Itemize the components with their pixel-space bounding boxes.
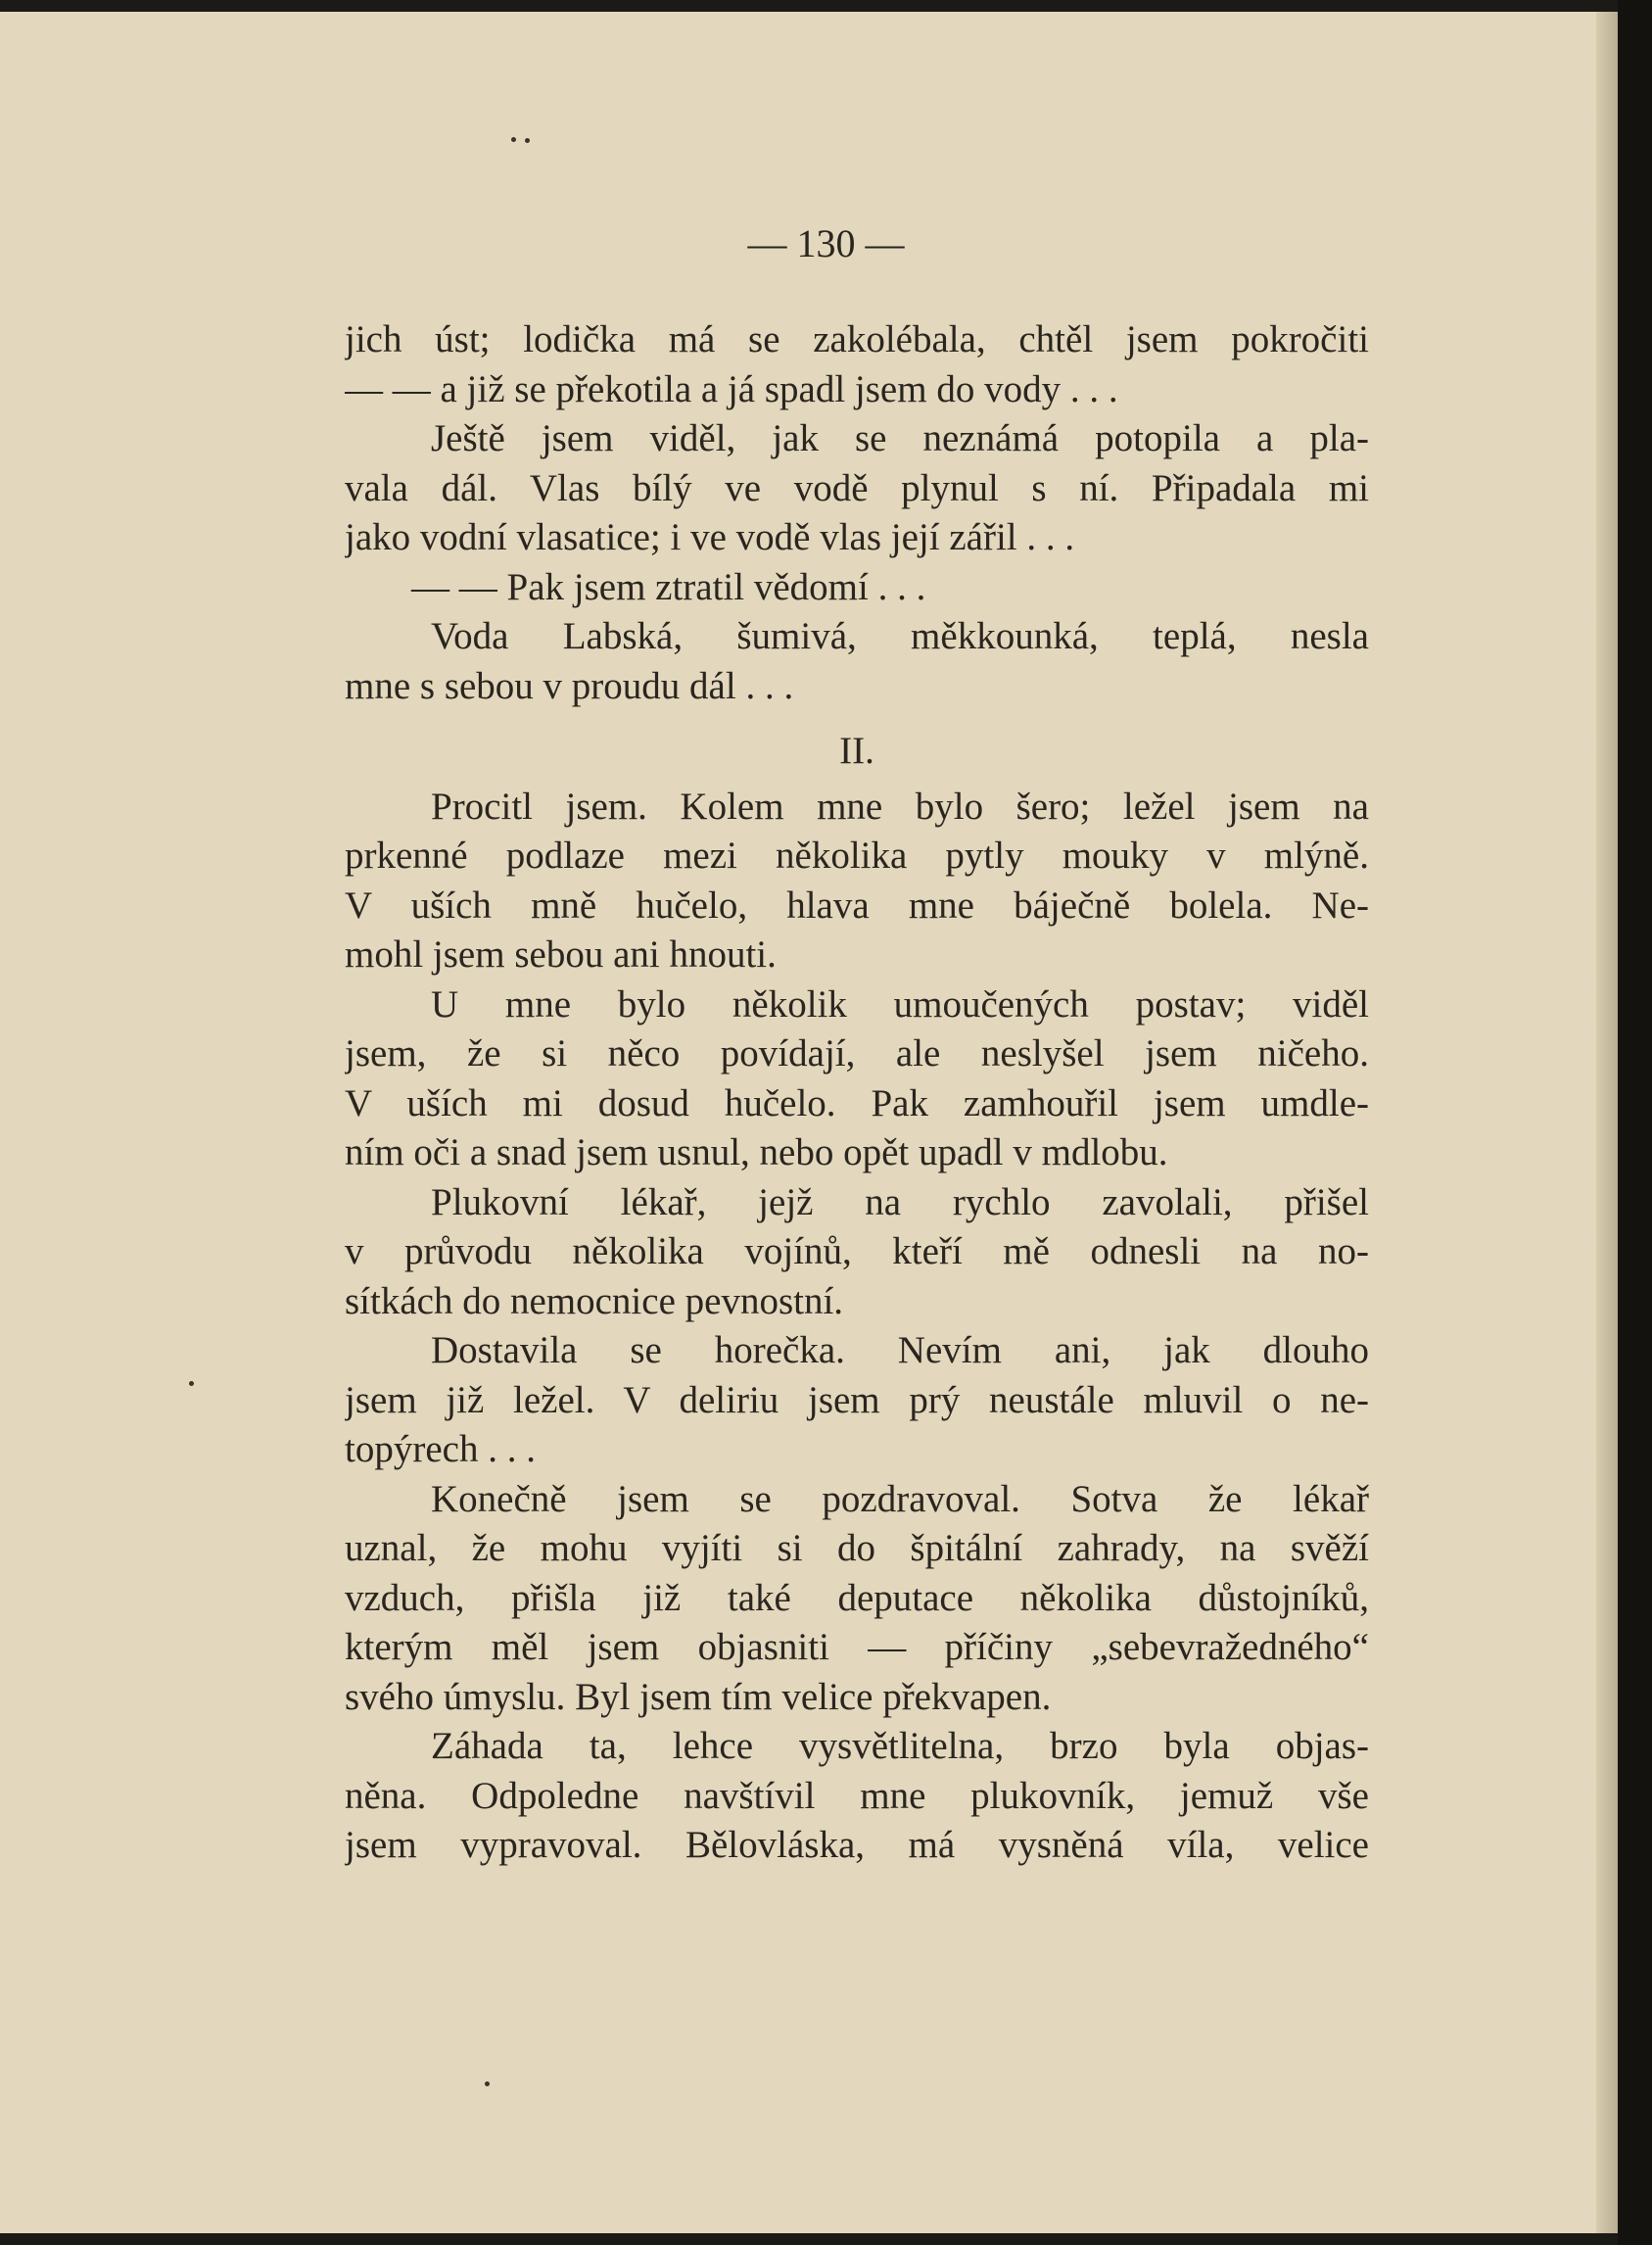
text-line: Konečně jsem se pozdravoval. Sotva že lékař bbox=[431, 1477, 1369, 1520]
ink-speck bbox=[485, 2081, 490, 2086]
text-line: něna. Odpoledne navštívil mne plukovník, jemuž vše bbox=[345, 1774, 1369, 1817]
text-line: sítkách do nemocnice pevnostní. bbox=[345, 1279, 844, 1322]
text-part-one bbox=[345, 315, 1369, 711]
ink-speck bbox=[189, 1381, 194, 1386]
text-line: jsem již ležel. V deliriu jsem prý neustále mluvil o ne- bbox=[345, 1378, 1369, 1421]
text-line: mne s sebou v proudu dál . . . bbox=[345, 664, 794, 707]
page-number: — 130 — bbox=[747, 221, 905, 265]
text-line: topýrech . . . bbox=[345, 1428, 536, 1470]
text-line: svého úmyslu. Byl jsem tím velice překvapen. bbox=[345, 1675, 1052, 1718]
text-line: prkenné podlaze mezi několika pytly mouky v mlýně. bbox=[345, 835, 1369, 877]
text-line: Plukovní lékař, jejž na rychlo zavolali, přišel bbox=[431, 1180, 1369, 1223]
text-line: vzduch, přišla již také deputace několika důstojníků, bbox=[345, 1576, 1369, 1619]
text-line: uznal, že mohu vyjíti si do špitální zahrady, na svěží bbox=[345, 1527, 1369, 1569]
text-line: v průvodu několika vojínů, kteří mě odnesli na no- bbox=[345, 1230, 1369, 1272]
ink-speck bbox=[511, 137, 516, 142]
text-line: V uších mi dosud hučelo. Pak zamhouřil jsem umdle- bbox=[345, 1081, 1369, 1124]
book-spine bbox=[1618, 0, 1652, 2245]
text-line: V uších mně hučelo, hlava mne báječně bolela. Ne- bbox=[345, 884, 1369, 927]
section-heading: II. bbox=[839, 730, 874, 772]
text-line: Ještě jsem viděl, jak se neznámá potopila a pla- bbox=[431, 417, 1369, 459]
text-line: Dostavila se horečka. Nevím ani, jak dlouho bbox=[431, 1329, 1369, 1371]
text-line: jsem, že si něco povídají, ale neslyšel jsem ničeho. bbox=[345, 1032, 1369, 1075]
text-line: — — Pak jsem ztratil vědomí . . . bbox=[411, 565, 926, 608]
page-edge bbox=[1596, 12, 1618, 2233]
text-line: jsem vypravoval. Bělovláska, má vysněná víla, velice bbox=[345, 1824, 1369, 1866]
text-line: Procitl jsem. Kolem mne bylo šero; ležel jsem na bbox=[431, 785, 1369, 828]
text-line: mohl jsem sebou ani hnouti. bbox=[345, 933, 777, 976]
text-line: ním oči a snad jsem usnul, nebo opět upadl v mdlobu. bbox=[345, 1131, 1168, 1173]
text-line: jich úst; lodička má se zakolébala, chtěl jsem pokročiti bbox=[345, 318, 1369, 360]
text-part-two bbox=[345, 783, 1369, 1871]
text-line: vala dál. Vlas bílý ve vodě plynul s ní. Připadala mi bbox=[345, 466, 1369, 509]
text-line: Voda Labská, šumivá, měkkounká, teplá, nesla bbox=[431, 615, 1369, 657]
text-line: kterým měl jsem objasniti — příčiny „sebevražedného“ bbox=[345, 1626, 1369, 1668]
text-line: Záhada ta, lehce vysvětlitelna, brzo byla objas- bbox=[431, 1725, 1369, 1767]
text-line: U mne bylo několik umoučených postav; viděl bbox=[431, 982, 1369, 1026]
text-line: jako vodní vlasatice; i ve vodě vlas její zářil . . . bbox=[345, 516, 1075, 558]
ink-speck bbox=[525, 138, 530, 143]
text-line: — — a již se překotila a já spadl jsem do vody . . . bbox=[345, 367, 1118, 410]
body-text bbox=[345, 315, 1369, 1871]
